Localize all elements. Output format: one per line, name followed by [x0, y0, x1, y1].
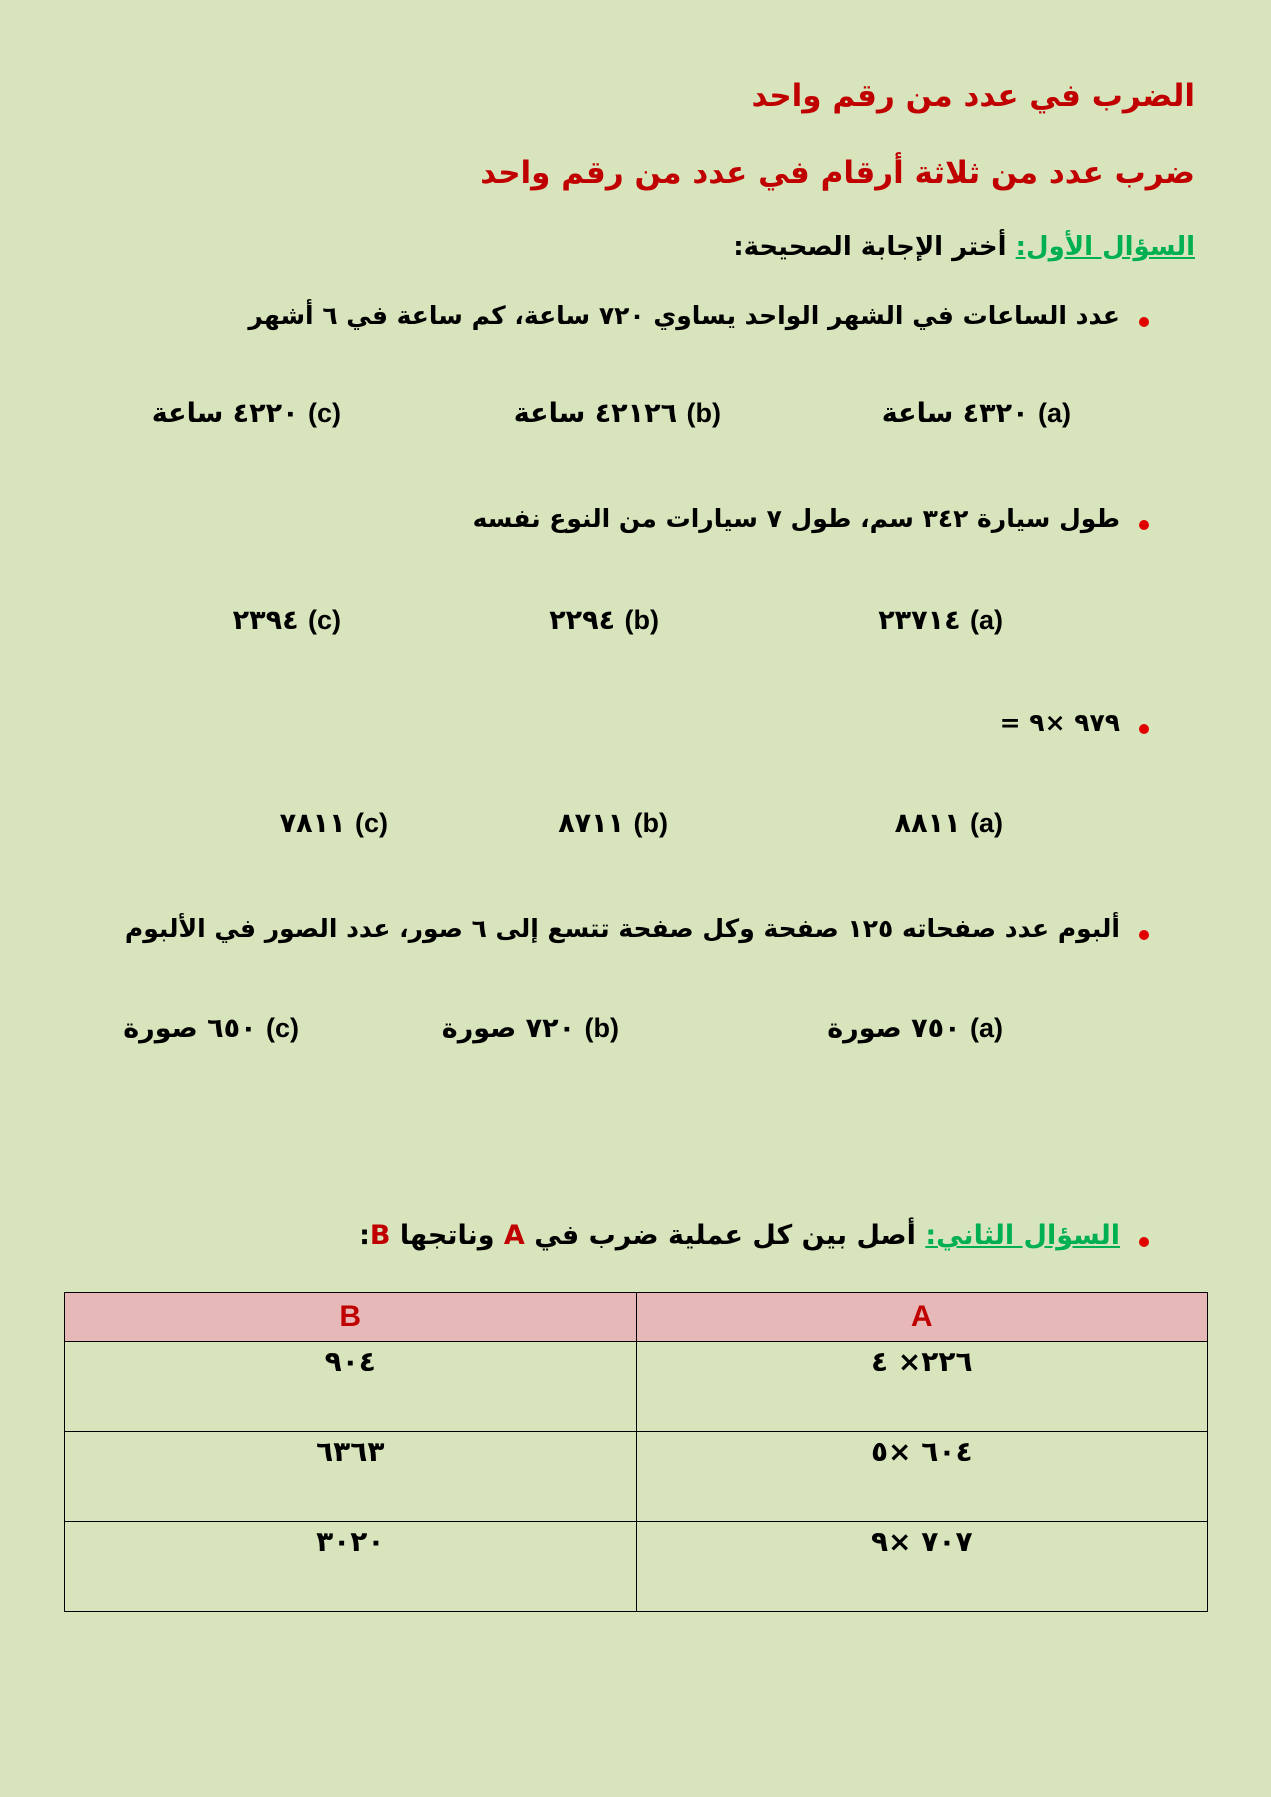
column-header-a: A: [636, 1293, 1208, 1342]
question-1-item-2: طول سيارة ٣٤٢ سم، طول ٧ سيارات من النوع نفسه: [472, 504, 1120, 533]
question-2-label: السؤال الثاني:: [925, 1220, 1120, 1251]
question-1-instruction: أختر الإجابة الصحيحة:: [733, 232, 1016, 262]
table-row: [65, 1342, 1208, 1432]
bullet-icon: [1139, 520, 1149, 530]
cell-b[interactable]: ٩٠٤: [65, 1342, 637, 1432]
matching-table: [64, 1292, 1208, 1612]
table-row: [65, 1522, 1208, 1612]
cell-a[interactable]: ٦٠٤ ×٥: [636, 1432, 1208, 1522]
item-1-option-c[interactable]: (c) ٤٢٢٠ ساعة: [151, 398, 341, 429]
question-1-item-1: عدد الساعات في الشهر الواحد يساوي ٧٢٠ ساعة، كم ساعة في ٦ أشهر: [248, 301, 1120, 330]
item-3-option-a[interactable]: (a) ٨٨١١: [894, 808, 1003, 839]
table-header-row: [65, 1293, 1208, 1342]
item-2-option-b[interactable]: (b) ٢٢٩٤: [549, 605, 659, 636]
bullet-icon: [1139, 1237, 1149, 1247]
question-1-item-4: ألبوم عدد صفحاته ١٢٥ صفحة وكل صفحة تتسع إلى ٦ صور، عدد الصور في الألبوم: [124, 914, 1120, 943]
bullet-icon: [1139, 724, 1149, 734]
cell-b[interactable]: ٦٣٦٣: [65, 1432, 637, 1522]
column-header-b: B: [65, 1293, 637, 1342]
item-1-option-b[interactable]: (b) ٤٢١٢٦ ساعة: [513, 398, 721, 429]
item-4-option-a[interactable]: (a) ٧٥٠ صورة: [827, 1013, 1003, 1044]
cell-a[interactable]: ٧٠٧ ×٩: [636, 1522, 1208, 1612]
item-2-option-a[interactable]: (a) ٢٣٧١٤: [878, 605, 1003, 636]
question-1-label: السؤال الأول:: [1015, 232, 1195, 262]
page-title: الضرب في عدد من رقم واحد: [751, 78, 1195, 114]
bullet-icon: [1139, 317, 1149, 327]
letter-b: B: [369, 1220, 391, 1251]
table-row: [65, 1432, 1208, 1522]
item-3-option-c[interactable]: (c) ٧٨١١: [279, 808, 388, 839]
item-1-option-a[interactable]: (a) ٤٣٢٠ ساعة: [881, 398, 1071, 429]
bullet-icon: [1139, 930, 1149, 940]
item-4-option-b[interactable]: (b) ٧٢٠ صورة: [441, 1013, 619, 1044]
question-2-header: [359, 1220, 1120, 1251]
item-4-option-c[interactable]: (c) ٦٥٠ صورة: [123, 1013, 299, 1044]
cell-a[interactable]: ٢٢٦× ٤: [636, 1342, 1208, 1432]
page-subtitle: ضرب عدد من ثلاثة أرقام في عدد من رقم واحد: [480, 155, 1195, 191]
question-2-text-2: وناتجها: [390, 1220, 504, 1251]
question-2-text-end: :: [359, 1220, 370, 1251]
letter-a: A: [503, 1220, 525, 1251]
question-2-text-1: أصل بين كل عملية ضرب في: [524, 1220, 926, 1251]
question-1-item-3: ٩٧٩ ×٩ =: [999, 708, 1120, 737]
question-1-header: [733, 232, 1195, 262]
item-3-option-b[interactable]: (b) ٨٧١١: [558, 808, 668, 839]
item-2-option-c[interactable]: (c) ٢٣٩٤: [232, 605, 341, 636]
cell-b[interactable]: ٣٠٢٠: [65, 1522, 637, 1612]
